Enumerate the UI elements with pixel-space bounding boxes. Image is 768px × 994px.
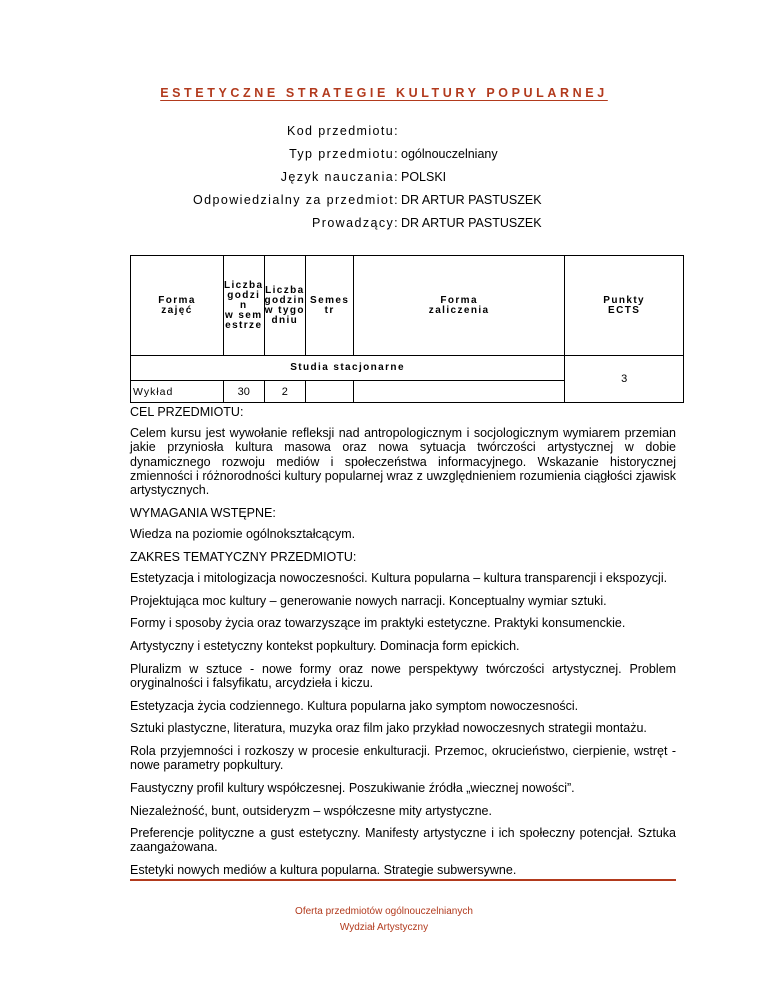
footer-line-offer: Oferta przedmiotów ogólnouczelnianych [295,906,473,917]
zakres-item: Sztuki plastyczne, literatura, muzyka oraz film jako przykład nowoczesnych strategii montażu. [130,721,647,736]
row-hours-semester: 30 [224,381,265,403]
cel-paragraph: Celem kursu jest wywołanie refleksji nad antropologicznym i socjologicznym wymiarem przemian jakie przyniosła kultura masowa oraz nowa sytuacja twórczości artystycznej w dobie dynamicznego rozwoju mediów i społeczeństwa informacyjnego. Wskazanie historycznej zmienności i różnorodności kultury popularnej wraz z uwzględnieniem rozumienia ciągłości zjawisk artystycznych. [130,426,676,498]
ects-value: 3 [565,356,684,403]
row-hours-week: 2 [264,381,306,403]
course-description [130,405,676,886]
zakres-item: Artystyczny i estetyczny kontekst popkultury. Dominacja form epickich. [130,638,520,653]
header-forma-zaliczenia: Forma zaliczenia [354,256,565,356]
header-forma-zajec: Forma zajęć [131,256,224,356]
meta-row-odpowiedzialny [0,193,768,209]
document-title-text: ESTETYCZNE STRATEGIE KULTURY POPULARNEJ [160,86,608,100]
meta-value: ogólnouczelniany [401,147,498,161]
footer-line-faculty: Wydział Artystyczny [339,922,429,933]
section-studia-stacjonarne: Studia stacjonarne [131,356,565,381]
footer-divider [130,879,676,881]
meta-value: DR ARTUR PASTUSZEK [401,193,542,207]
zakres-item: Estetyki nowych mediów a kultura popularna. Strategie subwersywne. [130,863,517,878]
zakres-item: Preferencje polityczne a gust estetyczny. Manifesty artystyczne i ich społeczny potencjał. Sztuka zaangażowana. [130,826,676,855]
meta-label: Kod przedmiotu: [286,124,399,138]
wymagania-paragraph: Wiedza na poziomie ogólnokształcącym. [130,526,356,541]
section-heading-zakres: ZAKRES TEMATYCZNY PRZEDMIOTU: [130,549,357,564]
row-forma: Wykład [131,381,224,403]
zakres-item: Faustyczny profil kultury współczesnej. Poszukiwanie źródła „wiecznej nowości”. [130,780,575,795]
meta-label: Typ przedmiotu: [289,147,399,161]
zakres-item: Formy i sposoby życia oraz towarzyszące im praktyki estetyczne. Praktyki konsumenckie. [130,616,626,631]
document-title [0,84,768,102]
zakres-item: Estetyzacja życia codziennego. Kultura popularna jako symptom nowoczesności. [130,698,579,713]
header-liczba-godzin-tydzien: Liczba godzin w tygo dniu [264,256,306,356]
meta-row-typ [0,147,768,163]
header-semestr: Semes tr [306,256,354,356]
course-table [130,255,684,403]
meta-row-jezyk [0,170,768,186]
meta-label: Odpowiedzialny za przedmiot: [193,193,399,207]
page-footer [0,904,768,936]
section-heading-wymagania: WYMAGANIA WSTĘPNE: [130,505,276,520]
row-zaliczenie [354,381,565,403]
zakres-item: Estetyzacja i mitologizacja nowoczesności. Kultura popularna – kultura transparencji i ekspozycji. [130,570,668,585]
meta-label: Prowadzący: [312,216,399,230]
meta-row-prowadzacy [0,216,768,232]
section-heading-cel: CEL PRZEDMIOTU: [130,405,244,419]
zakres-item: Pluralizm w sztuce - nowe formy oraz nowe perspektywy twórczości artystycznej. Problem oryginalności i falsyfikatu, arcydzieła i kiczu. [130,661,676,690]
header-punkty-ects: Punkty ECTS [565,256,684,356]
meta-value: POLSKI [401,170,447,184]
zakres-item: Niezależność, bunt, outsideryzm – współczesne mity artystyczne. [130,803,492,818]
meta-label: Język nauczania: [280,170,399,184]
meta-value: DR ARTUR PASTUSZEK [401,216,542,230]
header-liczba-godzin-semestr: Liczba godzi n w sem estrze [224,256,265,356]
meta-row-kod [0,124,768,140]
zakres-item: Rola przyjemności i rozkoszy w procesie enkulturacji. Przemoc, okrucieństwo, cierpienie, wstręt - nowe parametry popkultury. [130,743,676,773]
zakres-item: Projektująca moc kultury – generowanie nowych narracji. Konceptualny wymiar sztuki. [130,593,607,608]
row-semester [306,381,354,403]
